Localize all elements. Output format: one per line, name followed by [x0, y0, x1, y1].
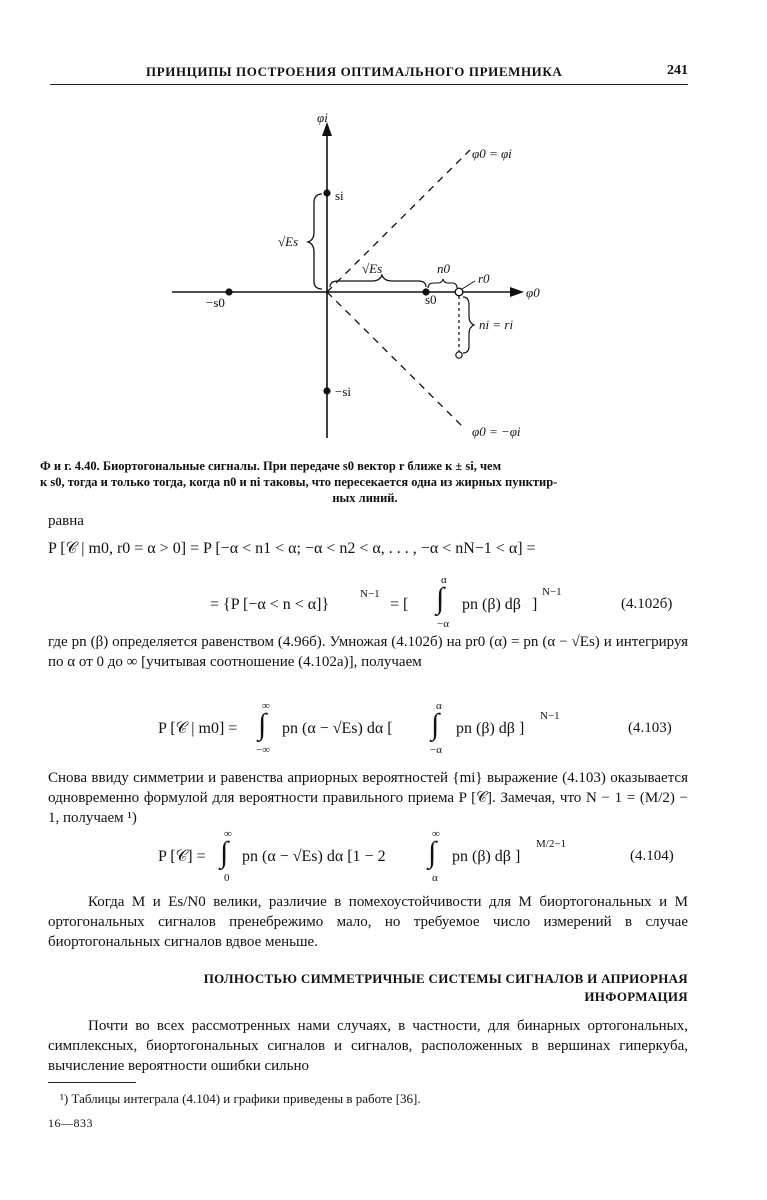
received-r0-circle [455, 288, 463, 296]
section-heading-line-1: ПОЛНОСТЬЮ СИММЕТРИЧНЫЕ СИСТЕМЫ СИГНАЛОВ И АПРИОРНАЯ [203, 971, 688, 986]
r0-label: r0 [478, 271, 490, 286]
eq3-integral-sign-2: ∫ [428, 836, 437, 869]
equation-4-103 [158, 700, 598, 756]
paragraph-2: Снова ввиду симметрии и равенства априорных вероятностей {mi} выражение (4.103) оказывается одновременно формулой для вероятности правильного приема P [𝒞]. Замечая, что N − 1 = (M/2) − 1, получаем ¹) [48, 770, 688, 826]
point-si-label: si [335, 188, 344, 203]
printer-signature: 16—833 [48, 1116, 93, 1130]
eq1-integral-sign: ∫ [436, 582, 445, 615]
eq2-integrand-1: pn (α − √Es) dα [ [282, 720, 393, 737]
line-lower-label: φ0 = −φi [472, 424, 521, 439]
line-upper-label: φ0 = φi [472, 146, 512, 161]
point-minus-si [323, 387, 330, 394]
footnote: ¹) Таблицы интеграла (4.104) и графики приведены в работе [36]. [60, 1091, 421, 1106]
biorthogonal-signals-figure [0, 0, 767, 450]
eq1-mid: = [ [390, 596, 409, 613]
point-s0-label: s0 [425, 292, 437, 307]
eq2-upper-limit-1: ∞ [262, 700, 270, 712]
eq3-lower-limit-1: 0 [224, 872, 230, 884]
eq1-integrand: pn (β) dβ [462, 596, 521, 613]
eq3-exponent: M/2−1 [536, 838, 567, 850]
running-title: ПРИНЦИПЫ ПОСТРОЕНИЯ ОПТИМАЛЬНОГО ПРИЕМНИКА [146, 64, 563, 79]
section-heading [48, 970, 688, 1006]
ni-ri-label: ni = ri [479, 317, 514, 332]
equation-number-4-103: (4.103) [628, 720, 672, 736]
eq2-upper-limit-2: α [436, 700, 442, 712]
equation-number-4-104: (4.104) [630, 848, 674, 864]
eq1-upper-limit: α [441, 574, 447, 586]
sqrt-es-diagonal-label: √Es [362, 261, 383, 276]
point-minus-s0-label: −s0 [206, 295, 225, 310]
brace-n0 [428, 279, 457, 288]
caption-line-3: ных линий. [332, 491, 398, 505]
axis-x-label: φ0 [526, 285, 540, 300]
eq2-left: P [𝒞 | m0] = [158, 720, 238, 737]
eq2-integral-sign-1: ∫ [258, 708, 267, 741]
eq3-upper-limit-1: ∞ [224, 828, 232, 840]
caption-line-2: к s0, тогда и только тогда, когда n0 и ni таковы, что пересекается одна из жирных пунктир- [40, 475, 558, 489]
equation-4-104 [158, 828, 618, 886]
equation-4-102b-line1: P [𝒞 | m0, r0 = α > 0] = P [−α < n1 < α; −α < n2 < α, . . . , −α < nN−1 < α] = [48, 540, 536, 557]
eq1-left: = {P [−α < n < α]} [210, 596, 330, 613]
section-heading-line-2: ИНФОРМАЦИЯ [584, 989, 688, 1004]
equation-number-4-102b: (4.102б) [621, 596, 673, 612]
eq1-exponent-2: N−1 [542, 586, 562, 598]
brace-sqrt-es-horizontal [330, 275, 426, 287]
caption-line-1: Ф и г. 4.40. Биортогональные сигналы. При передаче s0 вектор r ближе к ± si, чем [40, 459, 502, 473]
axis-y-label: φi [317, 110, 328, 125]
paragraph-4: Почти во всех рассмотренных нами случаях, в частности, для бинарных ортогональных, симплексных, биортогональных сигналов и сигналов, расположенных в вершинах гиперкуба, вычисление вероятности ошибки сильно [48, 1018, 688, 1074]
eq3-left: P [𝒞] = [158, 848, 206, 865]
point-minus-s0 [225, 288, 232, 295]
page-number: 241 [667, 63, 688, 78]
x-axis-arrow-icon [510, 287, 524, 297]
point-minus-si-label: −si [335, 384, 352, 399]
eq3-upper-limit-2: ∞ [432, 828, 440, 840]
eq2-exponent: N−1 [540, 710, 560, 722]
eq3-integral-sign-1: ∫ [220, 836, 229, 869]
eq2-lower-limit-1: −∞ [256, 744, 271, 756]
eq1-close-bracket: ] [532, 596, 538, 613]
figure-caption [40, 458, 690, 506]
brace-sqrt-es-vertical [308, 194, 322, 289]
received-r-circle [456, 352, 462, 358]
eq1-exponent: N−1 [360, 588, 380, 600]
point-si [323, 189, 330, 196]
brace-ni-ri [463, 297, 474, 353]
eq3-lower-limit-2: α [432, 872, 438, 884]
eq3-integrand-2: pn (β) dβ ] [452, 848, 521, 865]
r0-pointer [462, 281, 475, 289]
eq1-lower-limit: −α [437, 618, 449, 630]
eq2-integrand-2: pn (β) dβ ] [456, 720, 525, 737]
footnote-rule [48, 1082, 136, 1083]
diagonal-lower [327, 292, 464, 428]
eq2-lower-limit-2: −α [430, 744, 442, 756]
paragraph-1: где pn (β) определяется равенством (4.96б). Умножая (4.102б) на pr0 (α) = pn (α − √Es) и интегрируя по α от 0 до ∞ [учитывая соотношение (4.102а)], получаем [48, 634, 688, 670]
paragraph-3: Когда M и Es/N0 велики, различие в помехоустойчивости для M биортогональных и M ортогональных сигналов пренебрежимо мало, но требуемое число измерений в случае биортогональных сигналов вдвое меньше. [48, 894, 688, 950]
text-ravna: равна [48, 513, 84, 529]
sqrt-es-vertical-label: √Es [278, 234, 299, 249]
eq3-integrand-1: pn (α − √Es) dα [1 − 2 [242, 848, 386, 865]
n0-label: n0 [437, 261, 450, 276]
eq2-integral-sign-2: ∫ [431, 708, 440, 741]
